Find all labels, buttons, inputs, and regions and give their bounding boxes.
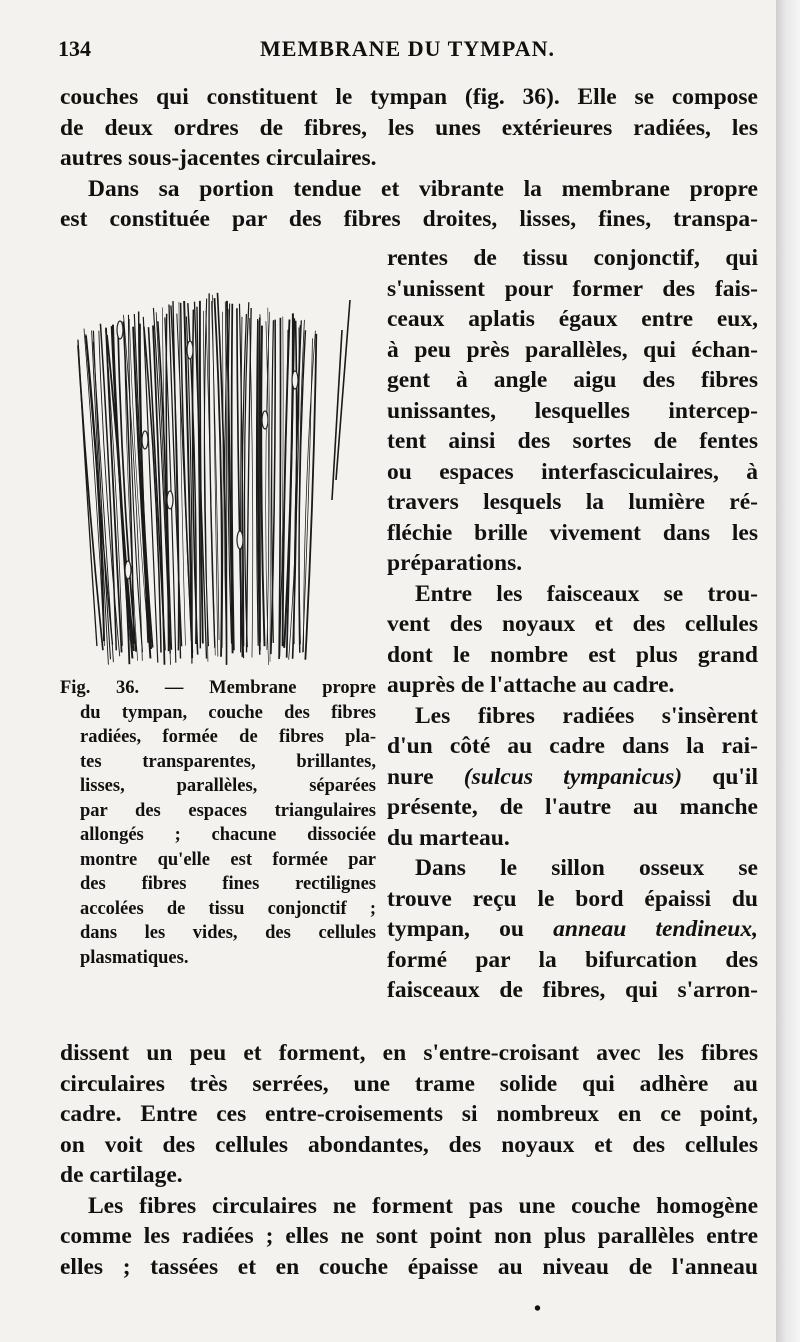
caption-line: accolées de tissu conjonctif ; [80,898,376,919]
fiber-line [305,334,316,660]
text-line: ou espaces interfasciculaires, à [387,458,758,485]
text-line: Les fibres circulaires ne forment pas une couche homogène [88,1192,758,1219]
text-line: fléchie brille vivement dans les [387,519,758,546]
text-line-with-italic [387,914,758,945]
text-line: présente, de l'autre au manche [387,794,758,820]
caption-line: lisses, parallèles, séparées [80,776,376,796]
text-line: cadre. Entre ces entre-croisements si nombreux en ce point, [60,1101,758,1127]
caption-line: tes transparentes, brillantes, [80,751,376,772]
text-line: travers lesquels la lumière ré- [387,489,758,515]
caption-line: montre qu'elle est formée par [80,849,376,870]
text-line: rentes de tissu conjonctif, qui [387,245,758,271]
running-title: MEMBRANE DU TYMPAN. [260,36,555,61]
text-line: trouve reçu le bord épaissi du [387,885,758,912]
fiber-engraving-icon [70,240,360,670]
right-column-text [387,243,758,1006]
caption-line: allongés ; chacune dissociée [80,825,376,845]
page-edge-shadow [776,0,800,1342]
cell-nucleus [125,561,131,579]
figure-caption [60,676,376,970]
text-line: préparations. [387,550,523,576]
text-fragment: tympan, ou [387,916,524,942]
text-line: vent des noyaux et des cellules [387,611,758,637]
cell-nucleus [292,371,298,389]
text-line: dont le nombre est plus grand [387,641,758,668]
text-line: Les fibres radiées s'insèrent [415,702,758,729]
fiber-strands [78,293,350,665]
cell-nucleus [237,531,243,549]
bottom-paragraphs [60,1038,758,1282]
text-line: Entre les faisceaux se trou- [415,580,758,607]
italic-term: (sulcus tympanicus) [463,763,683,790]
text-fragment: nure [387,763,434,790]
text-line: s'unissent pour former des fais- [387,275,758,302]
caption-line: par des espaces triangulaires [80,800,376,821]
footer-signature-mark: • [534,1298,542,1320]
text-line: circulaires très serrées, une trame solide qui adhère au [60,1070,758,1097]
cell-nucleus [262,411,268,429]
text-line-with-italic [387,762,758,793]
cell-nucleus [142,431,148,449]
page-number: 134 [58,36,91,61]
text-line: Dans sa portion tendue et vibrante la membrane propre [88,175,758,202]
text-line: d'un côté au cadre dans la rai- [387,733,758,759]
figure-36-illustration [70,240,360,670]
text-line: couches qui constituent le tympan (fig. 36). Elle se compose [60,84,758,110]
text-line: du marteau. [387,824,510,851]
fiber-line [222,312,223,648]
text-line: comme les radiées ; elles ne sont point non plus parallèles entre [60,1223,758,1249]
text-line: Dans le sillon osseux se [415,855,758,881]
text-line: de deux ordres de fibres, les unes extérieures radiées, les [60,114,758,141]
fiber-line [261,326,264,647]
caption-line: des fibres fines rectilignes [80,874,376,894]
text-line: unissantes, lesquelles intercep- [387,397,758,424]
text-line: de cartilage. [60,1162,183,1188]
cell-nucleus [187,341,193,359]
text-line: auprès de l'attache au cadre. [387,672,675,698]
text-line: autres sous-jacentes circulaires. [60,145,377,171]
caption-line: radiées, formée de fibres pla- [80,727,376,747]
text-line: à peu près parallèles, qui échan- [387,336,758,363]
text-line: ceaux aplatis égaux entre eux, [387,306,758,332]
caption-line: dans les vides, des cellules [80,923,376,943]
fiber-line [304,331,316,652]
caption-line: plasmatiques. [80,947,189,968]
caption-line: Fig. 36. — Membrane propre [60,678,376,698]
text-line: dissent un peu et forment, en s'entre-croisant avec les fibres [60,1040,758,1066]
page-header [58,36,758,66]
caption-line: du tympan, couche des fibres [80,702,376,723]
cell-nucleus [117,321,123,339]
cell-nucleus [167,491,173,509]
fiber-line [209,293,215,647]
text-line: faisceaux de fibres, qui s'arron- [387,977,758,1003]
text-line: elles ; tassées et en couche épaisse au niveau de l'anneau [60,1253,758,1280]
top-paragraphs [60,82,758,235]
text-line: gent à angle aigu des fibres [387,367,758,393]
text-line: on voit des cellules abondantes, des noyaux et des cellules [60,1131,758,1158]
text-line: est constituée par des fibres droites, lisses, fines, transpa- [60,206,758,232]
fiber-line [153,325,164,664]
text-line: formé par la bifurcation des [387,946,758,973]
text-fragment: qu'il [712,763,758,790]
italic-term: anneau tendineux, [553,916,758,942]
text-line: tent ainsi des sortes de fentes [387,428,758,454]
